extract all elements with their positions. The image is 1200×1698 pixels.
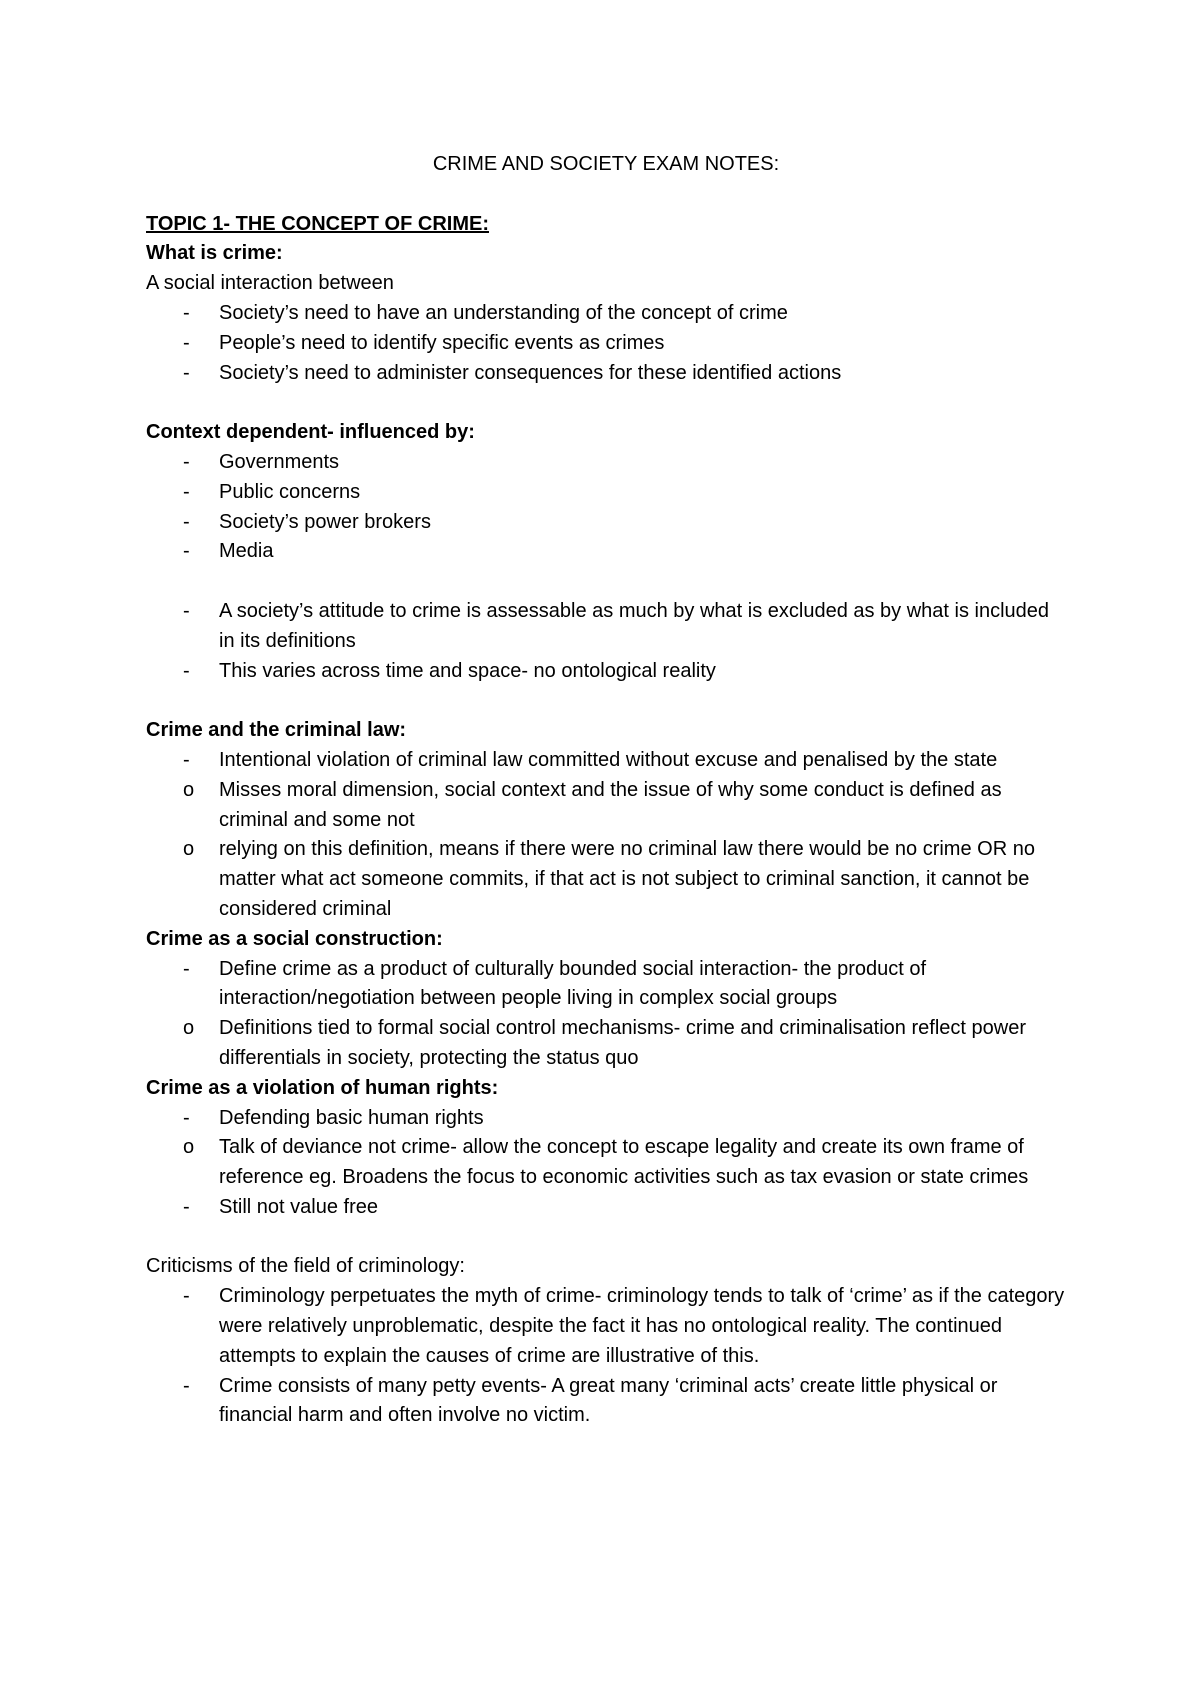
dash-bullet-icon: - (183, 748, 190, 771)
document-body (146, 150, 1066, 1431)
list-item: - Society’s need to administer consequences for these identified actions (146, 359, 1066, 389)
sub-bullet-list (73, 1014, 1066, 1074)
dash-bullet-icon: - (183, 361, 190, 384)
dash-bullet-icon: - (183, 301, 190, 324)
bullet-list (146, 299, 1066, 388)
sub-bullet-list (73, 776, 1066, 925)
spacer (146, 180, 1066, 210)
circle-bullet-icon: o (183, 778, 195, 801)
spacer (146, 388, 1066, 418)
list-item: - Governments (146, 448, 1066, 478)
list-item: - Define crime as a product of culturally bounded social interaction- the product of interaction/negotiation between people living in complex social groups (146, 955, 1066, 1015)
section-heading-context-dependent: Context dependent- influenced by: (146, 421, 475, 444)
bullet-list (146, 1282, 1066, 1431)
bullet-list (146, 746, 1066, 776)
list-item: - People’s need to identify specific events as crimes (146, 329, 1066, 359)
bullet-list (146, 1193, 1066, 1223)
list-item: - This varies across time and space- no ontological reality (146, 657, 1066, 687)
list-item: - Still not value free (146, 1193, 1066, 1223)
sub-list-item: o Talk of deviance not crime- allow the concept to escape legality and create its own frame of reference eg. Broadens the focus to economic activities such as tax evasion or state crimes (73, 1133, 1066, 1193)
list-item: - Media (146, 537, 1066, 567)
list-item: - Defending basic human rights (146, 1104, 1066, 1134)
topic-heading: TOPIC 1- THE CONCEPT OF CRIME: (146, 212, 489, 235)
section-heading-what-is-crime: What is crime: (146, 242, 283, 265)
dash-bullet-icon: - (183, 540, 190, 563)
dash-bullet-icon: - (183, 1195, 190, 1218)
circle-bullet-icon: o (183, 1017, 195, 1040)
sub-bullet-list (73, 1133, 1066, 1193)
spacer (146, 686, 1066, 716)
dash-bullet-icon: - (183, 1374, 190, 1397)
list-item: - Intentional violation of criminal law committed without excuse and penalised by the state (146, 746, 1066, 776)
sub-list-item: o relying on this definition, means if there were no criminal law there would be no crime OR no matter what act someone commits, if that act is not subject to criminal sanction, it cannot be considered criminal (73, 835, 1066, 924)
dash-bullet-icon: - (183, 957, 190, 980)
list-item: - Criminology perpetuates the myth of crime- criminology tends to talk of ‘crime’ as if the category were relatively unproblematic, despite the fact it has no ontological reality. The continued attempts to explain the causes of crime are illustrative of this. (146, 1282, 1066, 1371)
dash-bullet-icon: - (183, 1106, 190, 1129)
spacer (146, 1223, 1066, 1253)
section-heading-criminal-law: Crime and the criminal law: (146, 719, 407, 742)
list-item: - Society’s need to have an understanding of the concept of crime (146, 299, 1066, 329)
bullet-list (146, 1104, 1066, 1134)
list-item: - Public concerns (146, 478, 1066, 508)
dash-bullet-icon: - (183, 659, 190, 682)
dash-bullet-icon: - (183, 599, 190, 622)
dash-bullet-icon: - (183, 331, 190, 354)
dash-bullet-icon: - (183, 1285, 190, 1308)
section-heading-human-rights: Crime as a violation of human rights: (146, 1076, 499, 1099)
list-item: - Crime consists of many petty events- A great many ‘criminal acts’ create little physical or financial harm and often involve no victim. (146, 1372, 1066, 1432)
dash-bullet-icon: - (183, 450, 190, 473)
sub-list-item: o Misses moral dimension, social context and the issue of why some conduct is defined as criminal and some not (73, 776, 1066, 836)
bullet-list (146, 448, 1066, 567)
page-title: CRIME AND SOCIETY EXAM NOTES: (432, 153, 780, 175)
bullet-list (146, 955, 1066, 1015)
circle-bullet-icon: o (183, 1136, 195, 1159)
dash-bullet-icon: - (183, 480, 190, 503)
list-item: - A society’s attitude to crime is assessable as much by what is excluded as by what is included in its definitions (146, 597, 1066, 657)
section-heading-criticisms: Criticisms of the field of criminology: (146, 1255, 465, 1278)
sub-list-item: o Definitions tied to formal social control mechanisms- crime and criminalisation reflect power differentials in society, protecting the status quo (73, 1014, 1066, 1074)
circle-bullet-icon: o (183, 838, 195, 861)
bullet-list (146, 597, 1066, 686)
section-intro: A social interaction between (146, 272, 394, 295)
dash-bullet-icon: - (183, 510, 190, 533)
section-heading-social-construction: Crime as a social construction: (146, 927, 443, 950)
spacer (146, 567, 1066, 597)
list-item: - Society’s power brokers (146, 508, 1066, 538)
